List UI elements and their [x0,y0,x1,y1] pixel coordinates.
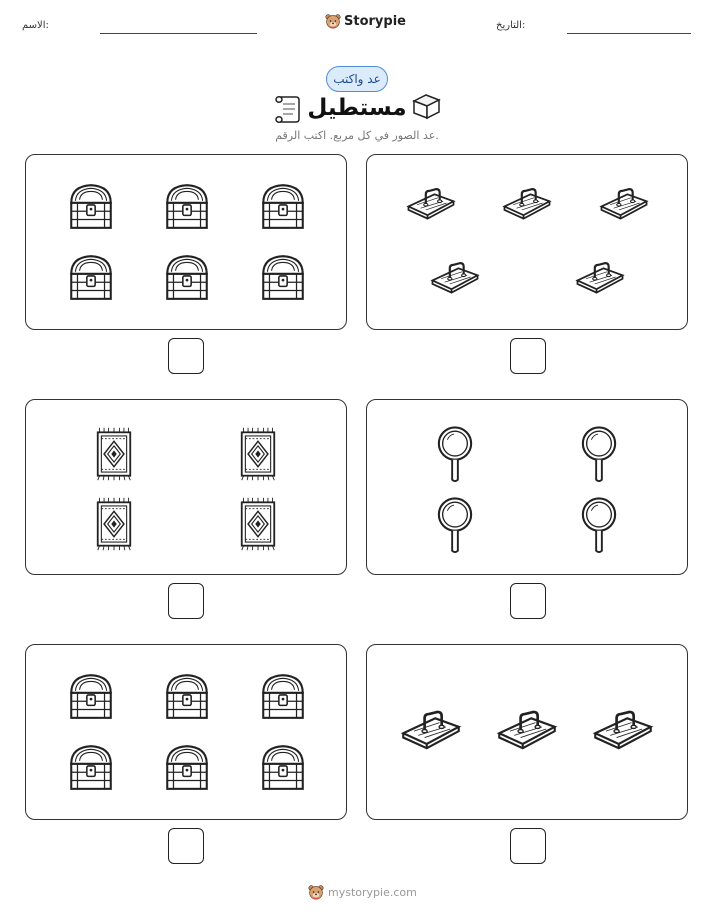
brand-logo [325,13,406,29]
footer-url[interactable]: mystorypie.com [328,885,417,899]
rug-icon [237,426,279,482]
mop-icon [598,185,650,221]
counting-panel-6 [25,644,347,820]
treasure-chest-icon [65,670,117,722]
counting-panel-2 [25,154,347,330]
rug-icon [93,496,135,552]
mop-icon [399,707,463,751]
hand-mirror-icon [580,495,618,555]
mop-icon [591,707,655,751]
bear-mascot-icon [325,13,341,29]
brand-name: Storypie [344,13,406,29]
hand-mirror-icon [436,495,474,555]
answer-box-1[interactable] [510,338,546,374]
answer-box-4[interactable] [168,583,204,619]
counting-panel-3 [366,399,688,575]
answer-box-5[interactable] [510,828,546,864]
rug-icon [237,496,279,552]
treasure-chest-icon [161,670,213,722]
name-label: الاسم: [22,20,49,31]
treasure-chest-icon [161,251,213,303]
activity-badge: عد واكتب [326,66,388,92]
page-title: مستطيل [307,95,407,121]
mop-icon [429,259,481,295]
instructions: عد الصور في كل مربع. اكتب الرقم. [275,129,439,142]
mop-icon [405,185,457,221]
counting-panel-5 [366,644,688,820]
rug-icon [93,426,135,482]
treasure-chest-icon [257,741,309,793]
answer-box-3[interactable] [510,583,546,619]
scroll-icon [274,93,302,125]
treasure-chest-icon [65,251,117,303]
treasure-chest-icon [161,180,213,232]
footer [308,884,417,900]
counting-panel-1 [366,154,688,330]
cube-icon [410,92,442,120]
answer-box-2[interactable] [168,338,204,374]
treasure-chest-icon [65,741,117,793]
date-label: التاريخ: [496,20,526,31]
treasure-chest-icon [257,180,309,232]
name-field[interactable] [100,33,257,34]
counting-panel-4 [25,399,347,575]
date-field[interactable] [567,33,691,34]
answer-box-6[interactable] [168,828,204,864]
treasure-chest-icon [257,670,309,722]
treasure-chest-icon [65,180,117,232]
mop-icon [574,259,626,295]
treasure-chest-icon [257,251,309,303]
hand-mirror-icon [436,424,474,484]
hand-mirror-icon [580,424,618,484]
bear-mascot-icon [308,884,324,900]
treasure-chest-icon [161,741,213,793]
mop-icon [495,707,559,751]
mop-icon [501,185,553,221]
